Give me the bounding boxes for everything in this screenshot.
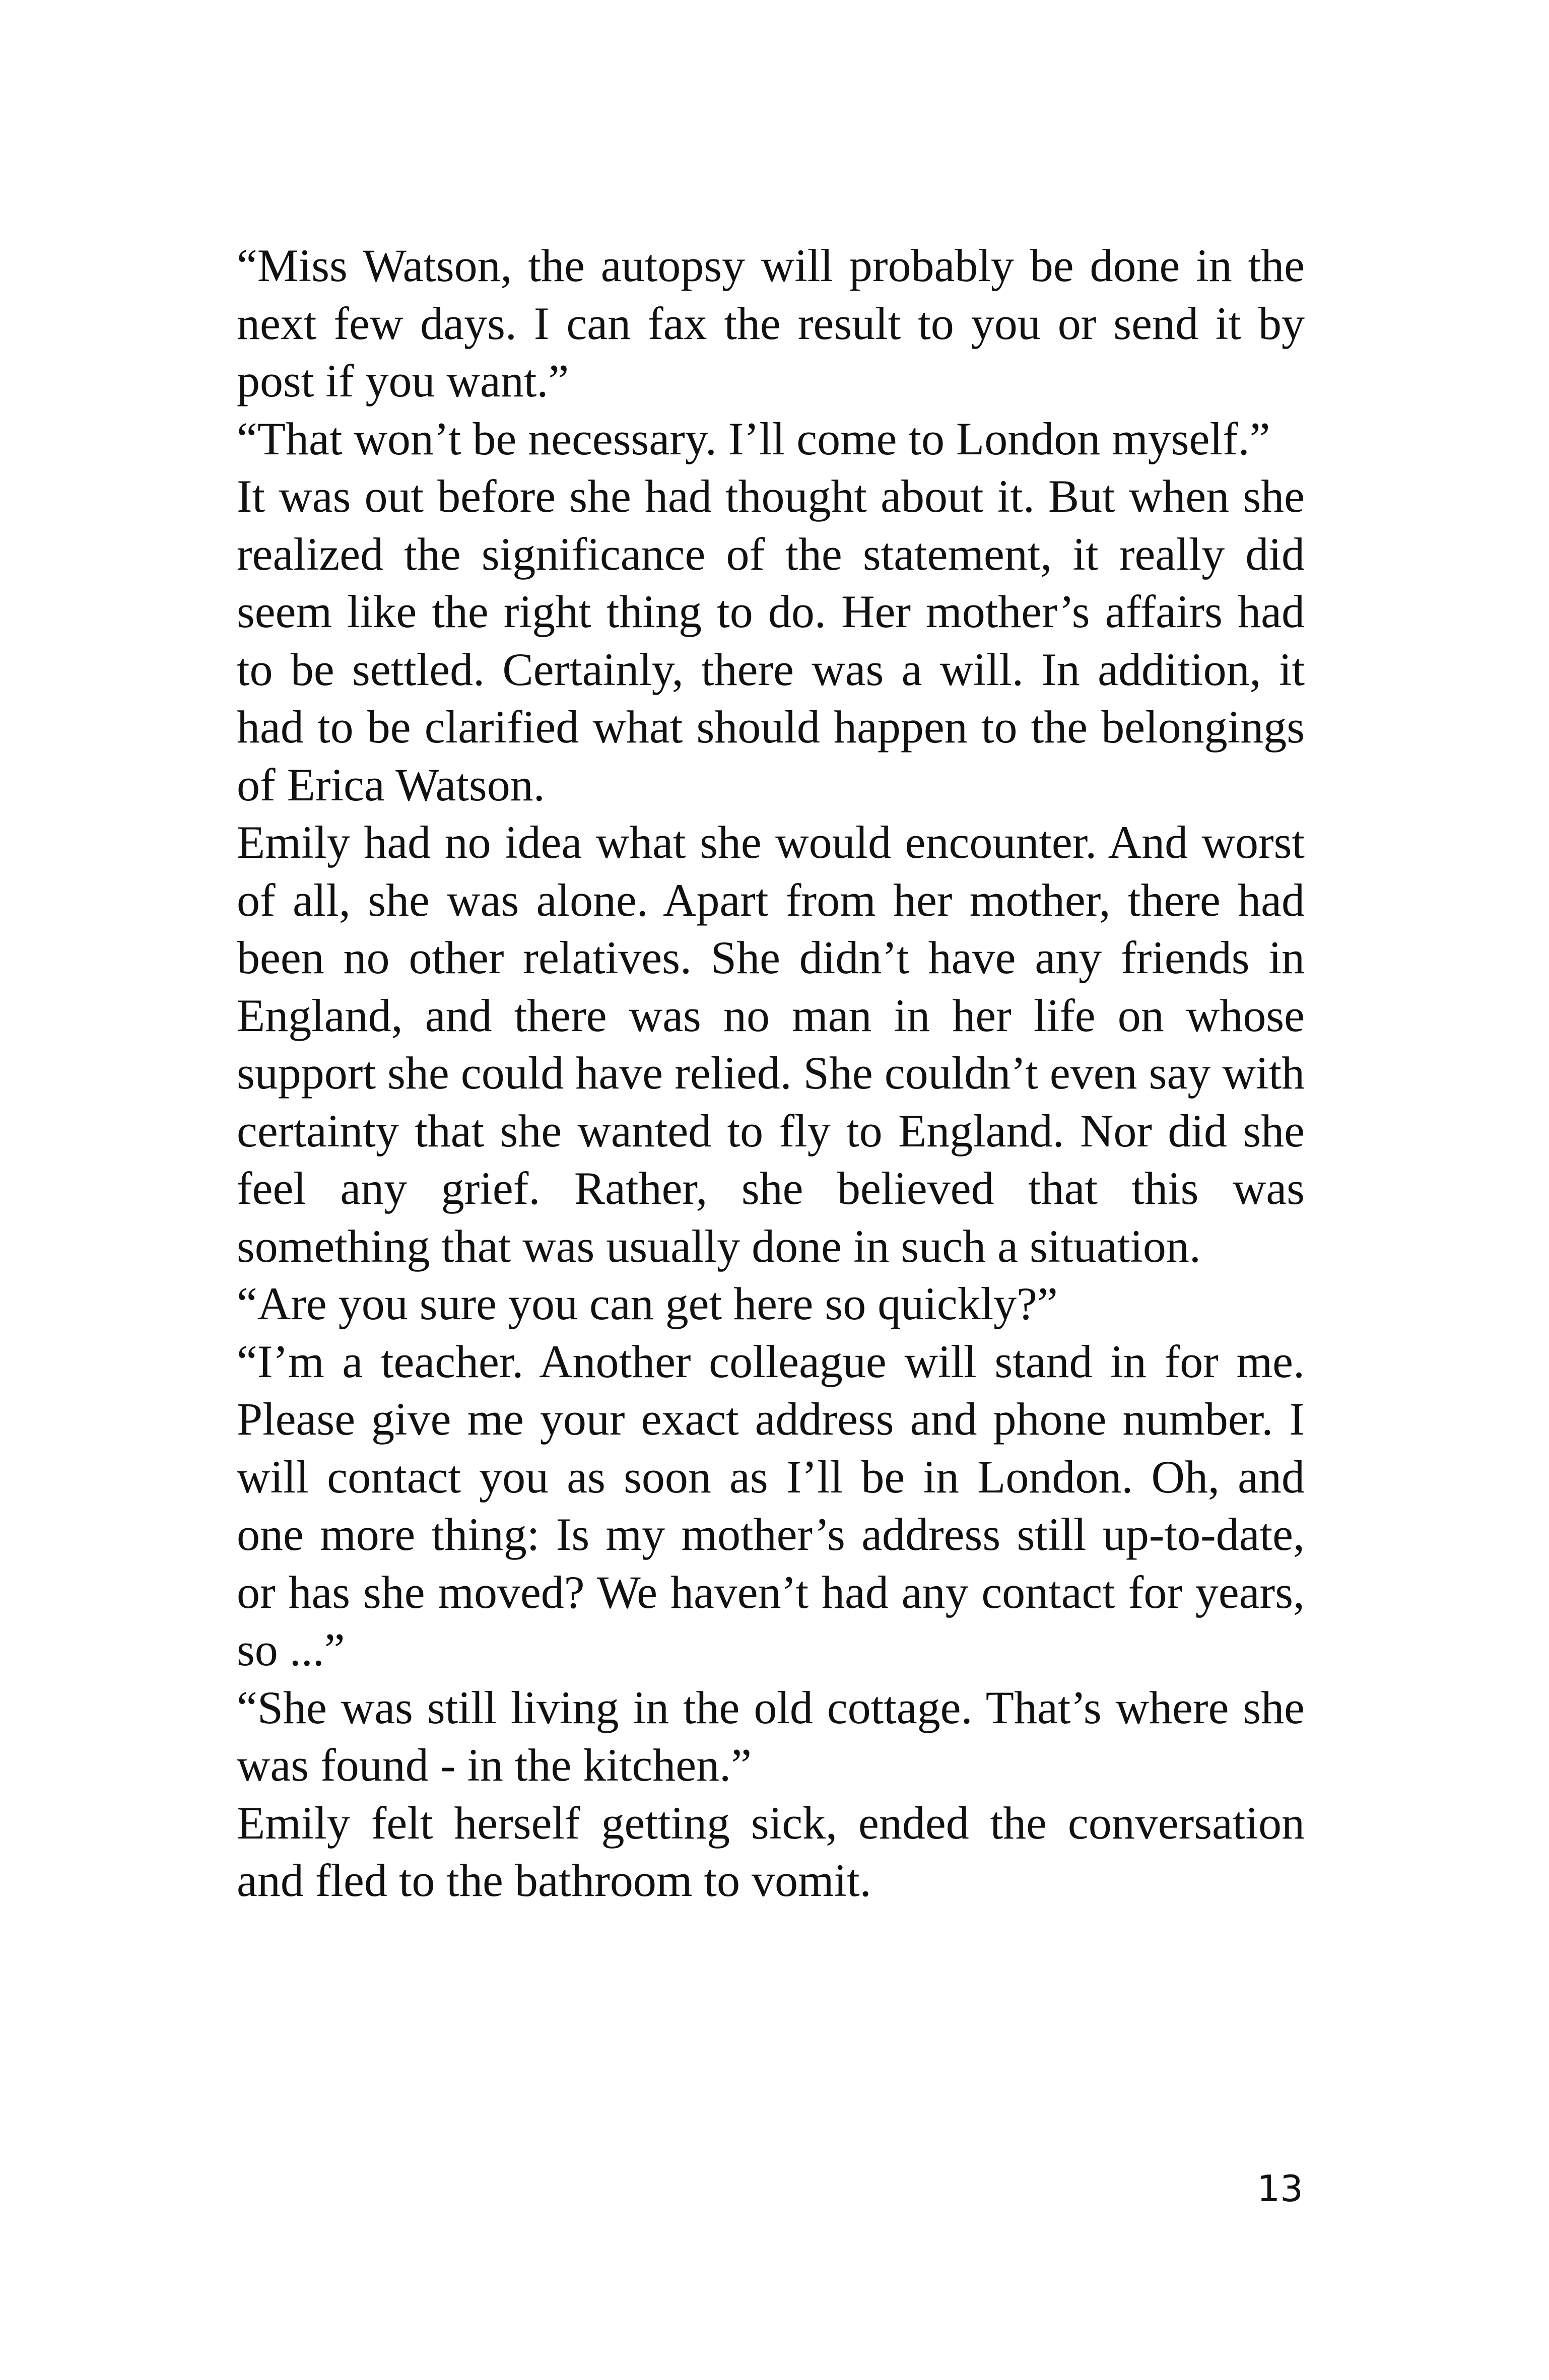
paragraph-london: “That won’t be necessary. I’ll come to London myself.” (237, 413, 1270, 464)
body-text (237, 237, 1305, 1910)
paragraph-realization: It was out before she had thought about it. But when she realized the significance of the statement, it really did seem like the right thing to do. Her mother’s affairs had to be settled. Certainly, there was a will. In addition, it had to be clarified what should happen to the belongings of Erica Watson. (237, 470, 1305, 810)
paragraph-alone: Emily had no idea what she would encounter. And worst of all, she was alone. Apart from her mother, there had been no other relatives. She didn’t have any friends in England, and there was no man in her life on whose support she could have relied. She couldn’t even say with certainty that she wanted to fly to England. Nor did she feel any grief. Rather, she believed that this was something that was usually done in such a situation. (237, 817, 1305, 1272)
paragraph-teacher: “I’m a teacher. Another colleague will stand in for me. Please give me your exact address and phone number. I will contact you as soon as I’ll be in London. Oh, and one more thing: Is my mother’s address still up-to-date, or has she moved? We haven’t had any contact for years, so ...” (237, 1335, 1305, 1675)
paragraph-cottage: “She was still living in the old cottage. That’s where she was found - in the kitchen.” (237, 1681, 1305, 1791)
paragraph-autopsy: “Miss Watson, the autopsy will probably be done in the next few days. I can fax the result to you or send it by post if you want.” (237, 240, 1305, 406)
page-number: 13 (1257, 2167, 1303, 2210)
paragraph-sick: Emily felt herself getting sick, ended the conversation and fled to the bathroom to vomit. (237, 1797, 1305, 1906)
paragraph-question: “Are you sure you can get here so quickly?” (237, 1278, 1058, 1329)
